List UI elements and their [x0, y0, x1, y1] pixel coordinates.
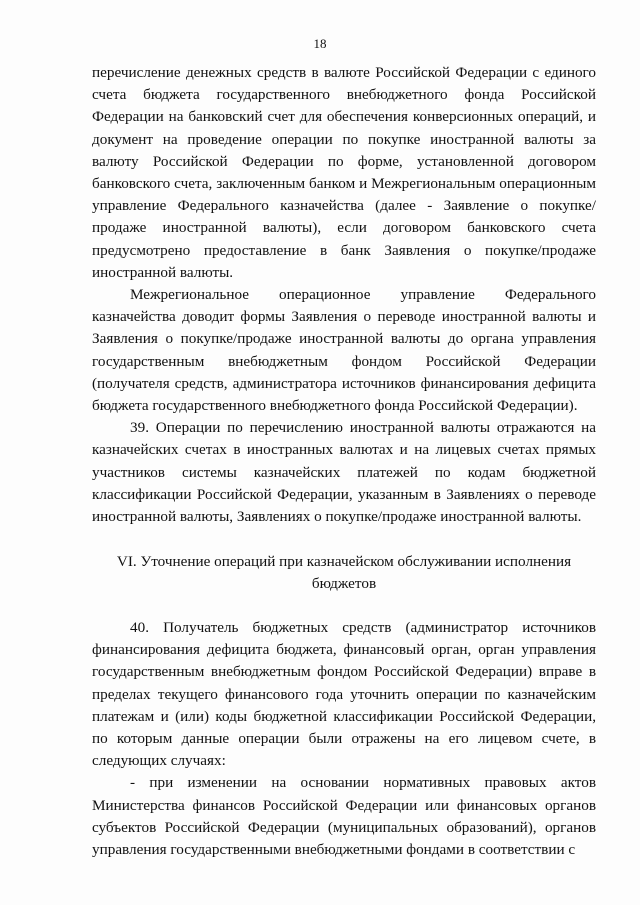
paragraph-list-item: - при изменении на основании нормативных правовых актов Министерства финансов Российской Федерации или финансовых органов субъектов Российской Федерации (муниципальных образований), органов управления государственными внебюджетными фондами в соответствии с [92, 774, 596, 859]
paragraph-1: перечисление денежных средств в валюте Российской Федерации с единого счета бюджета государственного внебюджетного фонда Российской Федерации на банковский счет для обеспечения конверсионных операций, и документ на проведение операции по покупке иностранной валюты за валюту Российской Федерации по форме, установленной договором банковского счета, заключенным банком и Межрегиональным операционным управление Федерального казначейства (далее - Заявление о покупке/продаже иностранной валюты), если договором банковского счета предусмотрено предоставление в банк Заявления о покупке/продаже иностранной валюты. [92, 64, 596, 281]
paragraph-2: Межрегиональное операционное управление Федерального казначейства доводит формы Заявления о переводе иностранной валюты и Заявления о покупке/продаже иностранной валюты до органа управления государственным внебюджетным фондом Российской Федерации (получателя средств, администратора источников финансирования дефицита бюджета государственного внебюджетного фонда Российской Федерации). [92, 286, 596, 415]
paragraph-40: 40. Получатель бюджетных средств (администратор источников финансирования дефицита бюджета, финансовый орган, орган управления государственным внебюджетным фондом Российской Федерации) вправе в пределах текущего финансового года уточнить операции по казначейским платежам и (или) коды бюджетной классификации Российской Федерации, по которым данные операции были отражены на его лицевом счете, в следующих случаях: [92, 619, 596, 770]
section-heading-line-2: бюджетов [311, 575, 377, 592]
section-heading [92, 551, 596, 595]
page-number: 18 [313, 36, 327, 51]
section-heading-line-1: VI. Уточнение операций при казначейском обслуживании исполнения [116, 553, 572, 570]
paragraph-39: 39. Операции по перечислению иностранной валюты отражаются на казначейских счетах в иностранных валютах и на лицевых счетах прямых участников системы казначейских платежей по кодам бюджетной классификации Российской Федерации, указанным в Заявлениях о переводе иностранной валюты, Заявлениях о покупке/продаже иностранной валюты. [92, 419, 596, 526]
body-text-bottom [92, 617, 596, 861]
body-text-top [92, 62, 596, 528]
